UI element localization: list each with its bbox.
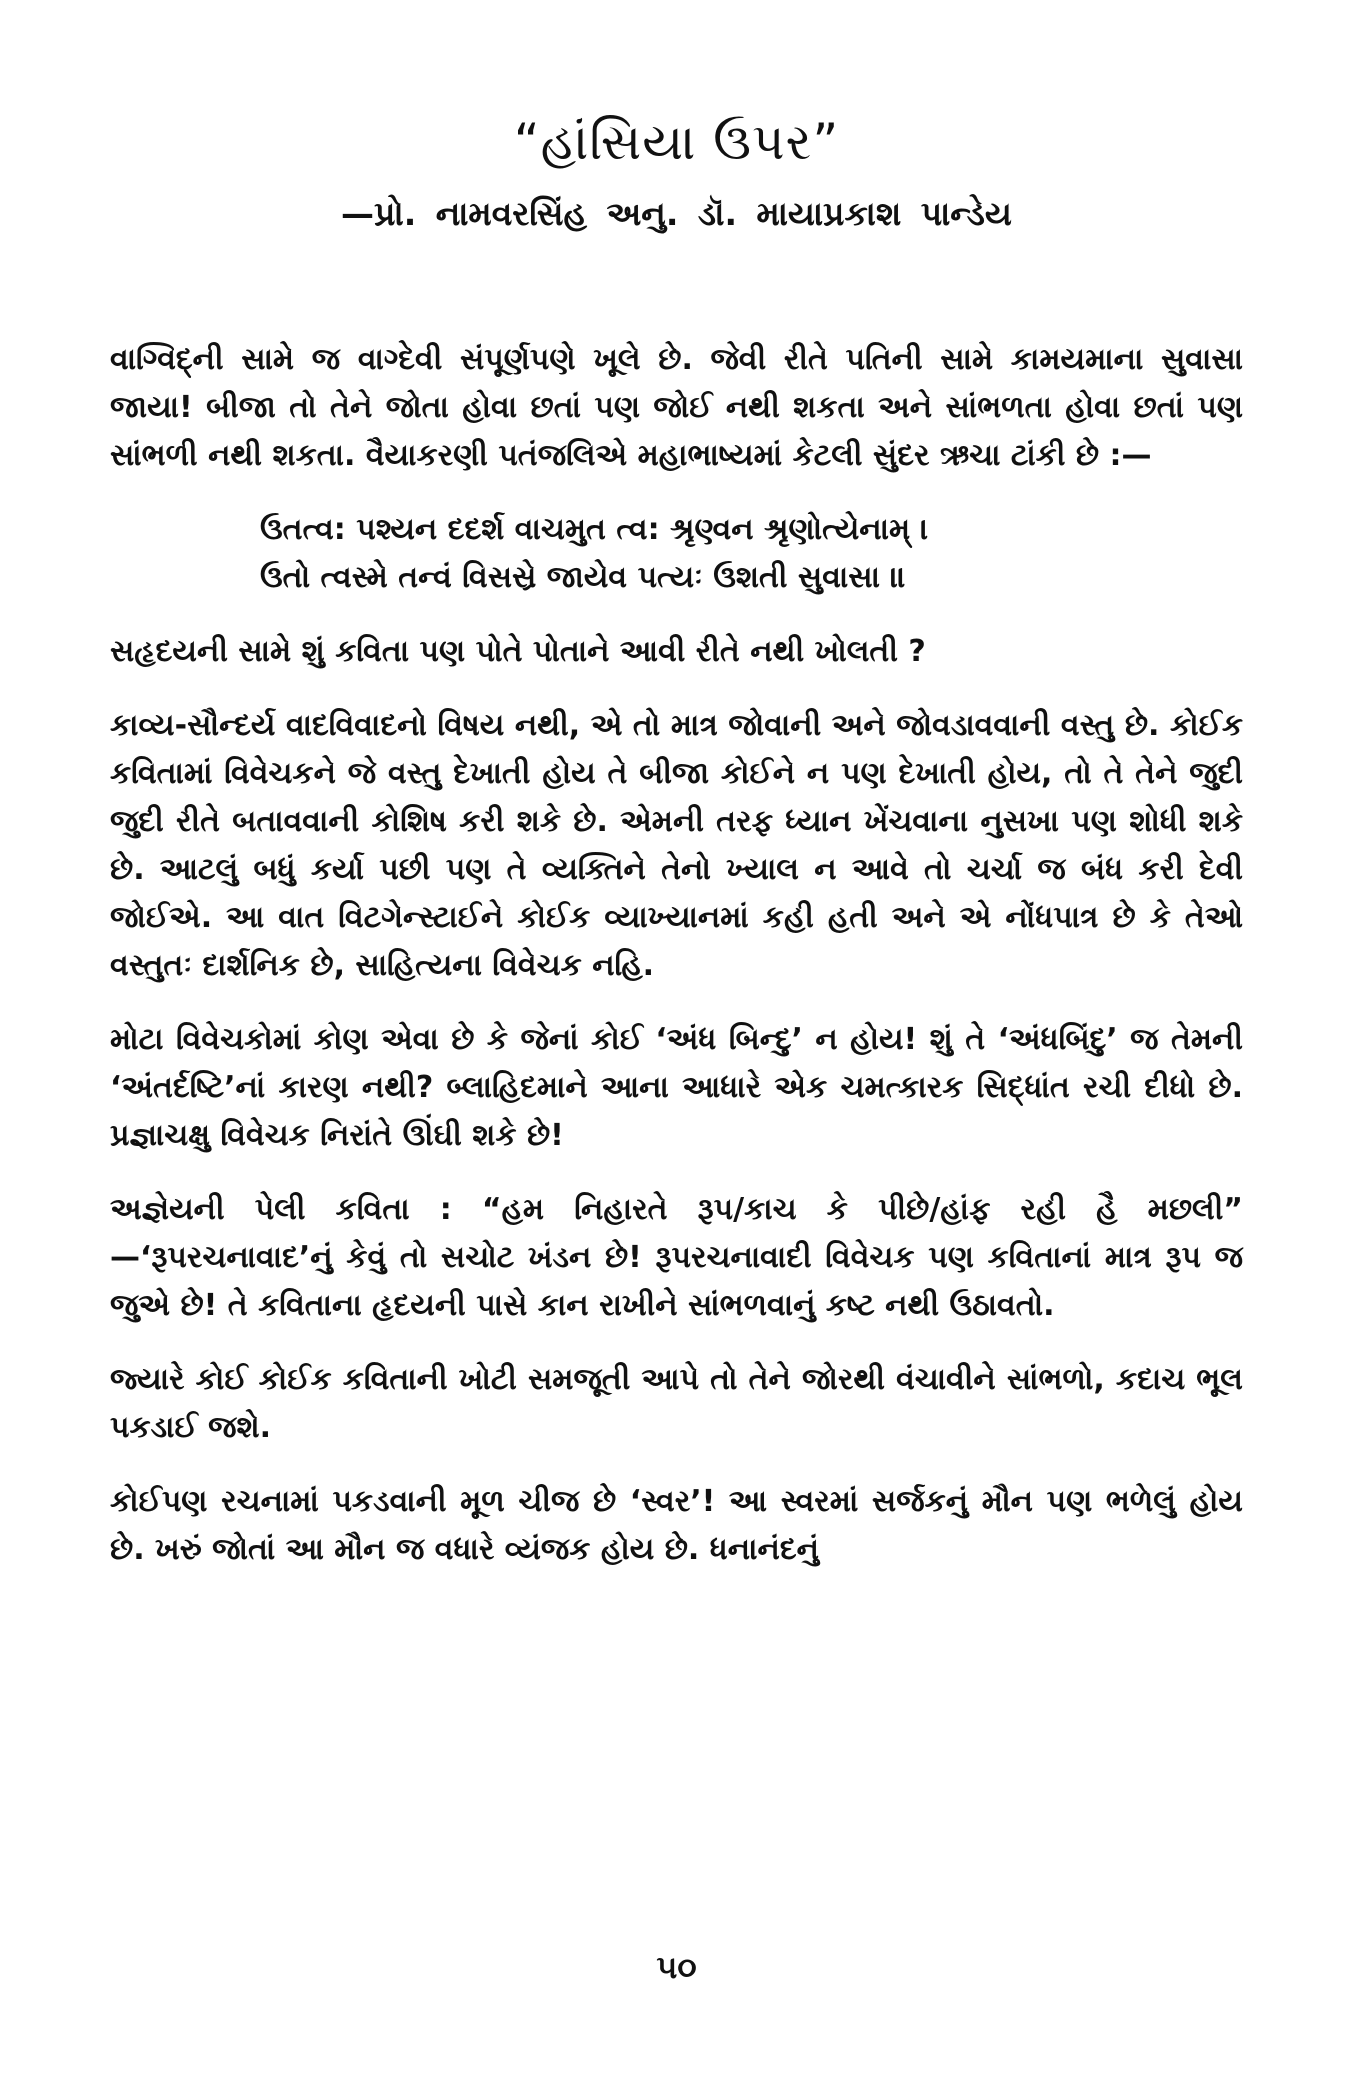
paragraph-7: કોઈપણ રચનામાં પકડવાની મૂળ ચીજ છે ‘સ્વર’! આ સ્વરમાં સર્જકનું મૌન પણ ભળેલું હોય છે. ખરું જોતાં આ મૌન જ વધારે વ્યંજક હોય છે. ધનાનંદનું (110, 1484, 1243, 1567)
article-body (110, 336, 1243, 1574)
paragraph-5: અજ્ઞેયની પેલી કવિતા : “હમ નિહારતે રૂપ/કાચ કે પીછે/હાંફ રહી હૈ મછલી” —‘રૂપરચનાવાદ’નું કેવું તો સચોટ ખંડન છે! રૂપરચનાવાદી વિવેચક પણ કવિતાનાં માત્ર રૂપ જ જુએ છે! તે કવિતાના હૃદયની પાસે કાન રાખીને સાંભળવાનું કષ્ટ નથી ઉઠાવતો. (110, 1192, 1243, 1323)
verse-line-1: ઉતત્વ: પશ્યન દદર્શ વાચમુત ત્વ: શ્રૃણ્વન શ્રૃણોત્યેનામ્ । (260, 512, 929, 547)
article-byline: —પ્રો. નામવરસિંહ અનુ. ડૉ. માયાપ્રકાશ પાન્ડેય (341, 194, 1012, 233)
paragraph-1: વાગ્વિદ્‌ની સામે જ વાગ્દેવી સંપૂર્ણપણે ખૂલે છે. જેવી રીતે પતિની સામે કામયમાના સુવાસા જાયા! બીજા તો તેને જોતા હોવા છતાં પણ જોઈ નથી શકતા અને સાંભળતા હોવા છતાં પણ સાંભળી નથી શકતા. વૈયાકરણી પતંજલિએ મહાભાષ્યમાં કેટલી સુંદર ઋચા ટાંકી છે :— (110, 342, 1243, 473)
article-title: “હાંસિયા ઉપર” (513, 113, 840, 171)
sanskrit-verse (110, 506, 1243, 602)
paragraph-2: સહૃદયની સામે શું કવિતા પણ પોતે પોતાને આવી રીતે નથી ખોલતી ? (110, 634, 926, 669)
paragraph-3: કાવ્ય-સૌન્દર્ય વાદવિવાદનો વિષય નથી, એ તો માત્ર જોવાની અને જોવડાવવાની વસ્તુ છે. કોઈક કવિતામાં વિવેચકને જે વસ્તુ દેખાતી હોય તે બીજા કોઈને ન પણ દેખાતી હોય, તો તે તેને જુદી જુદી રીતે બતાવવાની કોશિષ કરી શકે છે. એમની તરફ ધ્યાન ખેંચવાના નુસખા પણ શોધી શકે છે. આટલું બધું કર્યા પછી પણ તે વ્યક્તિને તેનો ખ્યાલ ન આવે તો ચર્ચા જ બંધ કરી દેવી જોઈએ. આ વાત વિટગેન્સ્ટાઈને કોઈક વ્યાખ્યાનમાં કહી હતી અને એ નોંધપાત્ર છે કે તેઓ વસ્તુતઃ દાર્શનિક છે, સાહિત્યના વિવેચક નહિ. (110, 708, 1243, 983)
page-number: ૫૦ (656, 1948, 697, 1986)
verse-line-2: ઉતો ત્વસ્મે તન્વં વિસસ્રે જાયેવ પત્યઃ ઉશતી સુવાસા ॥ (260, 560, 907, 595)
paragraph-6: જ્યારે કોઈ કોઈક કવિતાની ખોટી સમજૂતી આપે તો તેને જોરથી વંચાવીને સાંભળો, કદાચ ભૂલ પકડાઈ જશે. (110, 1362, 1243, 1445)
paragraph-4: મોટા વિવેચકોમાં કોણ એવા છે કે જેનાં કોઈ ‘અંધ બિન્દુ’ ન હોય! શું તે ‘અંધબિંદુ’ જ તેમની ‘અંતર્દષ્ટિ’નાં કારણ નથી? બ્લાહિદમાને આના આધારે એક ચમત્કારક સિદ્ધાંત રચી દીધો છે. પ્રજ્ઞાચક્ષુ વિવેચક નિરાંતે ઊંઘી શકે છે! (110, 1022, 1243, 1153)
